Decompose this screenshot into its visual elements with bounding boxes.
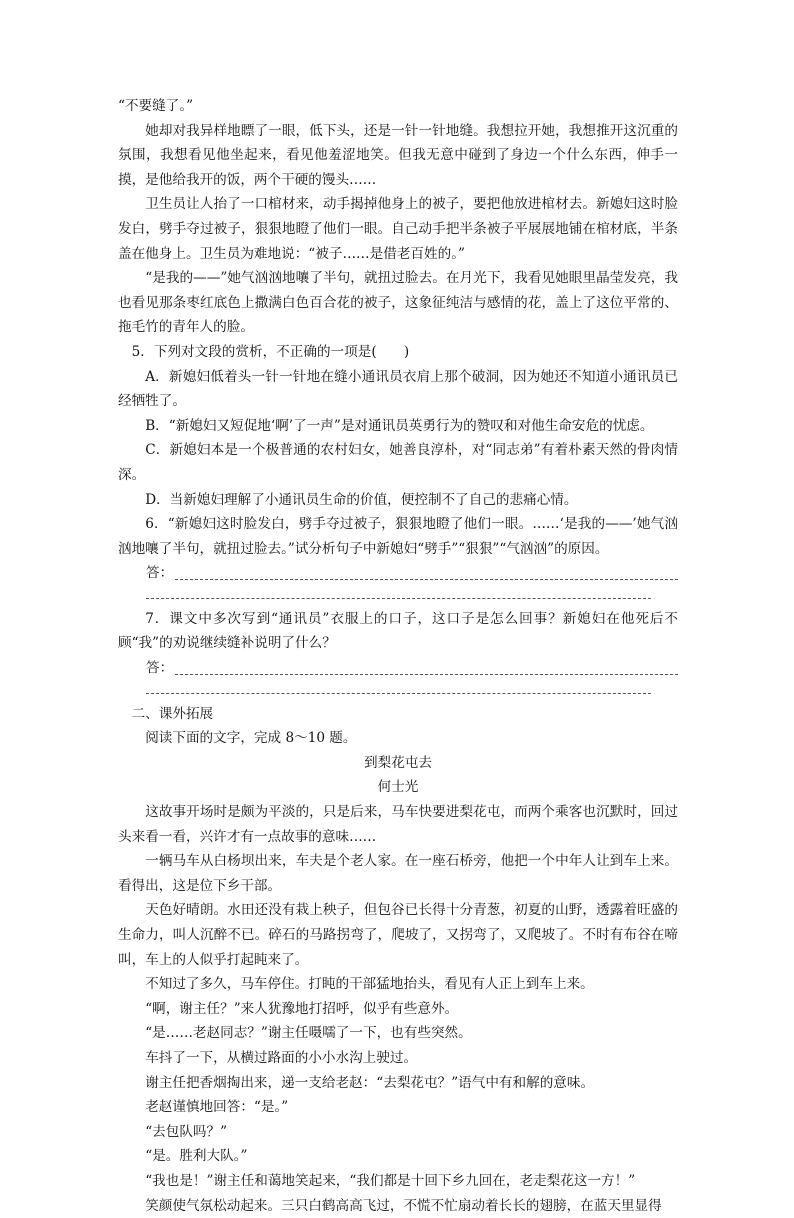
answer-dotted-line [175, 565, 678, 580]
document-page [118, 94, 678, 1218]
passage1-line-1: “不要缝了。” [118, 98, 194, 114]
passage2-paragraph: 这故事开场时是颇为平淡的，只是后来，马车快要进梨花屯，而两个乘客也沉默时，回过头来看一看，兴许才有一点故事的意味…… [118, 804, 678, 845]
story-title: 到梨花屯去 [364, 754, 432, 771]
passage2-paragraph: 老赵谨慎地回答：“是。” [145, 1099, 289, 1116]
passage1-paragraph-3: 卫生员让人抬了一口棺材来，动手揭掉他身上的被子，要把他放进棺材去。新媳妇这时脸发白，劈手夺过被子，狠狠地瞪了他们一眼。自己动手把半条被子平展展地铺在棺材底，半条盖在他身上。卫生员为难地说：“被子……是借老百姓的。” [118, 196, 678, 262]
story-author: 何士光 [377, 779, 419, 796]
passage2-paragraph: 车抖了一下，从横过路面的小小水沟上驶过。 [145, 1049, 418, 1066]
answer-label: 答： [146, 565, 174, 582]
passage2-paragraph: “啊，谢主任？”来人犹豫地打招呼，似乎有些意外。 [145, 1000, 459, 1017]
question-5-option-c: C．新媳妇本是一个极普通的农村妇女，她善良淳朴，对“同志弟”有着朴素天然的骨肉情深。 [118, 442, 678, 483]
passage2-paragraph: 一辆马车从白杨坝出来，车夫是个老人家。在一座石桥旁，他把一个中年人让到车上来。看得出，这是位下乡干部。 [118, 853, 678, 894]
question-5-option-d: D．当新媳妇理解了小通讯员生命的价值，便控制不了自己的悲痛心情。 [145, 491, 578, 508]
question-7-answer-line-2[interactable] [146, 681, 651, 694]
passage1-paragraph-4: “是我的——”她气汹汹地嚷了半句，就扭过脸去。在月光下，我看见她眼里晶莹发亮，我也看见那条枣红底色上撒满白色百合花的被子，这象征纯洁与感情的花，盖上了这位平常的、拖毛竹的青年人的脸。 [118, 270, 678, 336]
question-7-answer-line[interactable] [118, 656, 678, 681]
question-5-option-b: B．“新媳妇又短促地‘啊’了一声”是对通讯员英勇行为的赞叹和对他生命安危的忧虑。 [145, 417, 654, 434]
passage2-paragraph: “去包队吗？” [145, 1123, 228, 1140]
passage2-paragraph: 天色好晴朗。水田还没有栽上秧子，但包谷已长得十分青葱，初夏的山野，透露着旺盛的生命力，叫人沉醉不已。碎石的马路拐弯了，爬坡了，又拐弯了，又爬坡了。不时有布谷在啼叫，车上的人似乎打起盹来了。 [118, 902, 678, 968]
passage2-paragraph: “是。胜利大队。” [145, 1148, 248, 1165]
question-6-answer-line-2[interactable] [146, 586, 651, 599]
answer-dotted-line [175, 660, 678, 675]
passage2-paragraph: 谢主任把香烟掏出来，递一支给老赵：“去梨花屯？”语气中有和解的意味。 [145, 1074, 595, 1091]
section-instruction: 阅读下面的文字，完成 8～10 题。 [145, 730, 357, 747]
passage2-paragraph: 笑颜使气氛松动起来。三只白鹤高高飞过，不慌不忙扇动着长长的翅膀，在蓝天里显得 [145, 1197, 662, 1214]
passage1-paragraph-2: 她却对我异样地瞟了一眼，低下头，还是一针一针地缝。我想拉开她，我想推开这沉重的氛围，我想看见他坐起来，看见他羞涩地笑。但我无意中碰到了身边一个什么东西，伸手一摸，是他给我开的饭，两个干硬的馒头…… [118, 122, 678, 188]
section-heading: 二、课外拓展 [131, 705, 214, 722]
answer-label: 答： [146, 660, 174, 677]
question-5-option-a: A．新媳妇低着头一针一针地在缝小通讯员衣肩上那个破洞，因为她还不知道小通讯员已经牺牲了。 [118, 368, 678, 410]
passage2-body [118, 800, 678, 1218]
passage2-paragraph: 不知过了多久，马车停住。打盹的干部猛地抬头，看见有人正上到车上来。 [145, 976, 594, 993]
question-6-stem: 6．“新媳妇这时脸发白，劈手夺过被子，狠狠地瞪了他们一眼。……‘是我的——’她气汹汹地嚷了半句，就扭过脸去。”试分析句子中新媳妇“劈手”“狠狠”“气汹汹”的原因。 [118, 516, 678, 557]
question-6-answer-line[interactable] [118, 561, 678, 586]
passage2-paragraph: “我也是！”谢主任和蔼地笑起来，“我们都是十回下乡九回在，老走梨花这一方！” [145, 1172, 636, 1189]
passage2-paragraph: “是……老赵同志？”谢主任嗫嚅了一下，也有些突然。 [145, 1025, 472, 1042]
question-7-stem: 7．课文中多次写到“通讯员”衣服上的口子，这口子是怎么回事？新媳妇在他死后不顾“我”的劝说继续缝补说明了什么？ [118, 610, 678, 652]
question-5-stem: 5．下列对文段的赏析，不正确的一项是( ) [131, 343, 410, 360]
